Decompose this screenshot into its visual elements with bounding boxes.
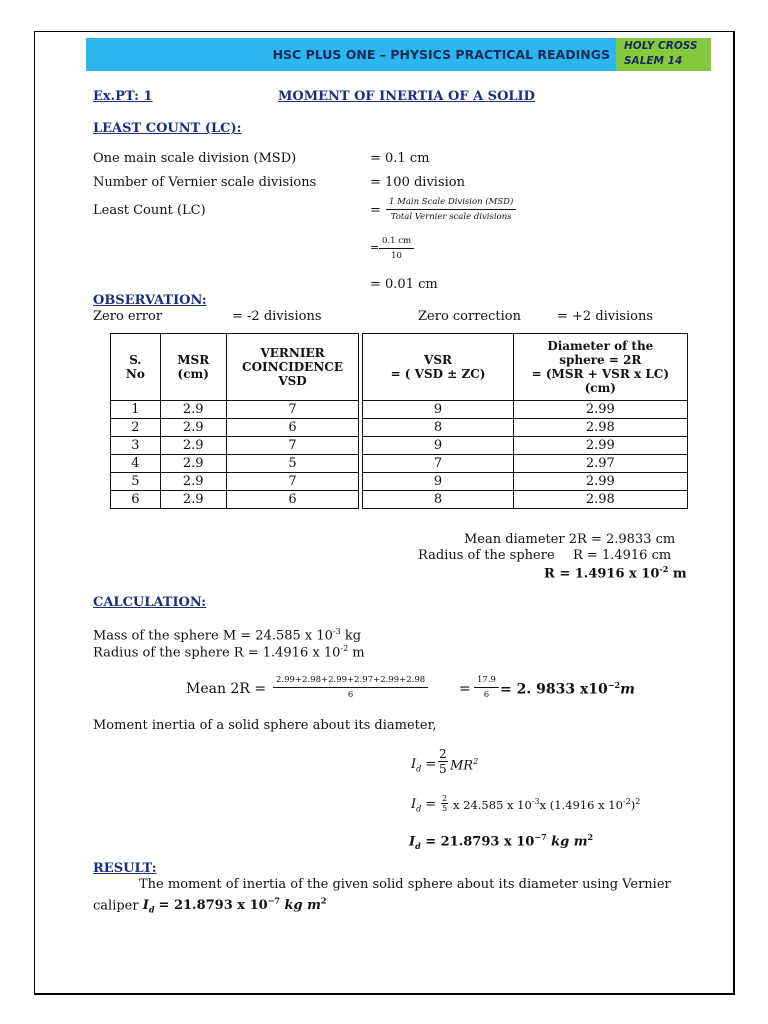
least-count-heading: LEAST COUNT (LC): — [93, 121, 242, 136]
mean-label: Mean 2R = — [186, 681, 267, 697]
lc-step-denominator: 10 — [391, 251, 402, 261]
school-city: SALEM 14 — [624, 55, 683, 67]
lc-result: = 0.01 cm — [370, 277, 438, 292]
experiment-number: Ex.PT: 1 — [93, 89, 153, 104]
table-row — [111, 419, 688, 437]
table-row — [111, 437, 688, 455]
eq3-result: $I_d = 21.8793$ x $10^{-7}$ kg $m^2$ — [409, 832, 594, 851]
table-cell: 1 — [111, 401, 161, 419]
table-header-row — [111, 334, 688, 401]
eq1-rhs: $MR^2$ — [450, 757, 479, 774]
table-cell: 7 — [226, 473, 359, 491]
table-cell: 2.98 — [513, 419, 687, 437]
column-header: MSR (cm) — [160, 334, 226, 401]
mean-numerator: 2.99+2.98+2.99+2.97+2.99+2.98 — [273, 675, 428, 688]
zero-correction-value: = +2 divisions — [557, 309, 654, 324]
lc-formula-denominator: Total Vernier scale divisions — [390, 212, 512, 222]
table-cell: 2.9 — [160, 455, 226, 473]
lc-row-label: Least Count (LC) — [93, 203, 206, 218]
zero-error-value: = -2 divisions — [232, 309, 322, 324]
table-cell: 2.9 — [160, 437, 226, 455]
table-cell: 2.98 — [513, 491, 687, 509]
mean-denominator: 6 — [347, 690, 354, 700]
mean-fraction — [273, 675, 428, 700]
table-cell: 2.99 — [513, 437, 687, 455]
table-cell: 2.99 — [513, 401, 687, 419]
column-header: VERNIER COINCIDENCE VSD — [226, 334, 359, 401]
eq2-rhs: x 24.585 x $10^{-3}x$ (1.4916 x $10^{-2})^2$ — [453, 797, 641, 812]
radius-si: R = 1.4916 x $10^{-2}$ m — [544, 564, 687, 582]
lc-step-numerator: 0.1 cm — [379, 236, 414, 249]
table-row — [111, 473, 688, 491]
lc-step-equals: = — [370, 241, 380, 254]
table-cell: 3 — [111, 437, 161, 455]
table-row — [111, 491, 688, 509]
table-cell: 2.9 — [160, 473, 226, 491]
lc-row-label: Number of Vernier scale divisions — [93, 175, 317, 190]
table-cell: 7 — [226, 437, 359, 455]
lc-formula-numerator: 1 Main Scale Division (MSD) — [386, 197, 516, 210]
table-cell: 6 — [226, 491, 359, 509]
table-cell: 9 — [363, 473, 513, 491]
lc-equals: = — [370, 203, 381, 218]
lc-row-value: = 100 division — [370, 175, 465, 190]
school-badge — [616, 38, 711, 71]
table-cell: 8 — [363, 419, 513, 437]
eq2-fraction: $\frac{2}{5}$ — [442, 794, 448, 813]
result-line-1: The moment of inertia of the given solid sphere about its diameter using Vernier — [139, 877, 671, 892]
mean-diameter: Mean diameter 2R = 2.9833 cm — [464, 532, 676, 547]
calculation-heading: CALCULATION: — [93, 595, 207, 610]
table-cell: 7 — [226, 401, 359, 419]
lc-step-fraction — [379, 236, 414, 261]
observation-heading: OBSERVATION: — [93, 293, 207, 308]
table-row — [111, 455, 688, 473]
table-cell: 4 — [111, 455, 161, 473]
column-header: VSR = ( VSD ± ZC) — [363, 334, 513, 401]
observation-table — [110, 333, 688, 509]
radius-label: Radius of the sphere — [418, 548, 555, 563]
table-cell: 2.97 — [513, 455, 687, 473]
eq1-fraction: $\frac{2}{5}$ — [439, 747, 447, 776]
lc-row-value: = 0.1 cm — [370, 151, 430, 166]
mean-fraction-simplified — [474, 675, 499, 700]
table-cell: 2.9 — [160, 491, 226, 509]
column-header: S. No — [111, 334, 161, 401]
table-row — [111, 401, 688, 419]
table-cell: 5 — [226, 455, 359, 473]
lc-row-label: One main scale division (MSD) — [93, 151, 297, 166]
eq1-lhs: $I_d$ = — [411, 757, 437, 774]
mean-result: = 2. 9833 $x10^{-2}m$ — [500, 680, 635, 698]
school-name: HOLY CROSS — [624, 40, 698, 52]
mean-denominator-2: 6 — [483, 690, 490, 700]
table-cell: 9 — [363, 401, 513, 419]
header-title: HSC PLUS ONE – PHYSICS PRACTICAL READINGS — [272, 47, 610, 62]
table-cell: 2.9 — [160, 401, 226, 419]
result-line-2: caliper $I_d = 21.8793$ x $10^{-7}$ kg $m^2$ — [93, 896, 327, 915]
mean-equals: = — [459, 681, 471, 697]
table-cell: 6 — [111, 491, 161, 509]
table-cell: 5 — [111, 473, 161, 491]
result-heading: RESULT: — [93, 861, 157, 876]
table-cell: 6 — [226, 419, 359, 437]
table-cell: 8 — [363, 491, 513, 509]
table-cell: 2.99 — [513, 473, 687, 491]
mean-numerator-2: 17.9 — [474, 675, 499, 688]
mass-line: Mass of the sphere M = 24.585 x $10^{-3}$ kg — [93, 627, 362, 644]
lc-formula-fraction — [386, 197, 516, 222]
radius-line: Radius of the sphere R = 1.4916 x $10^{-2}$ m — [93, 644, 365, 661]
eq2-lhs: $I_d$ = — [411, 797, 437, 814]
table-cell: 7 — [363, 455, 513, 473]
column-header: Diameter of the sphere = 2R = (MSR + VSR x LC) (cm) — [513, 334, 687, 401]
radius-value: R = 1.4916 cm — [573, 548, 672, 563]
table-cell: 2.9 — [160, 419, 226, 437]
zero-error-label: Zero error — [93, 309, 163, 324]
experiment-title: MOMENT OF INERTIA OF A SOLID — [278, 89, 535, 104]
table-cell: 9 — [363, 437, 513, 455]
table-cell: 2 — [111, 419, 161, 437]
zero-correction-label: Zero correction — [418, 309, 521, 324]
moi-statement: Moment inertia of a solid sphere about its diameter, — [93, 718, 437, 733]
